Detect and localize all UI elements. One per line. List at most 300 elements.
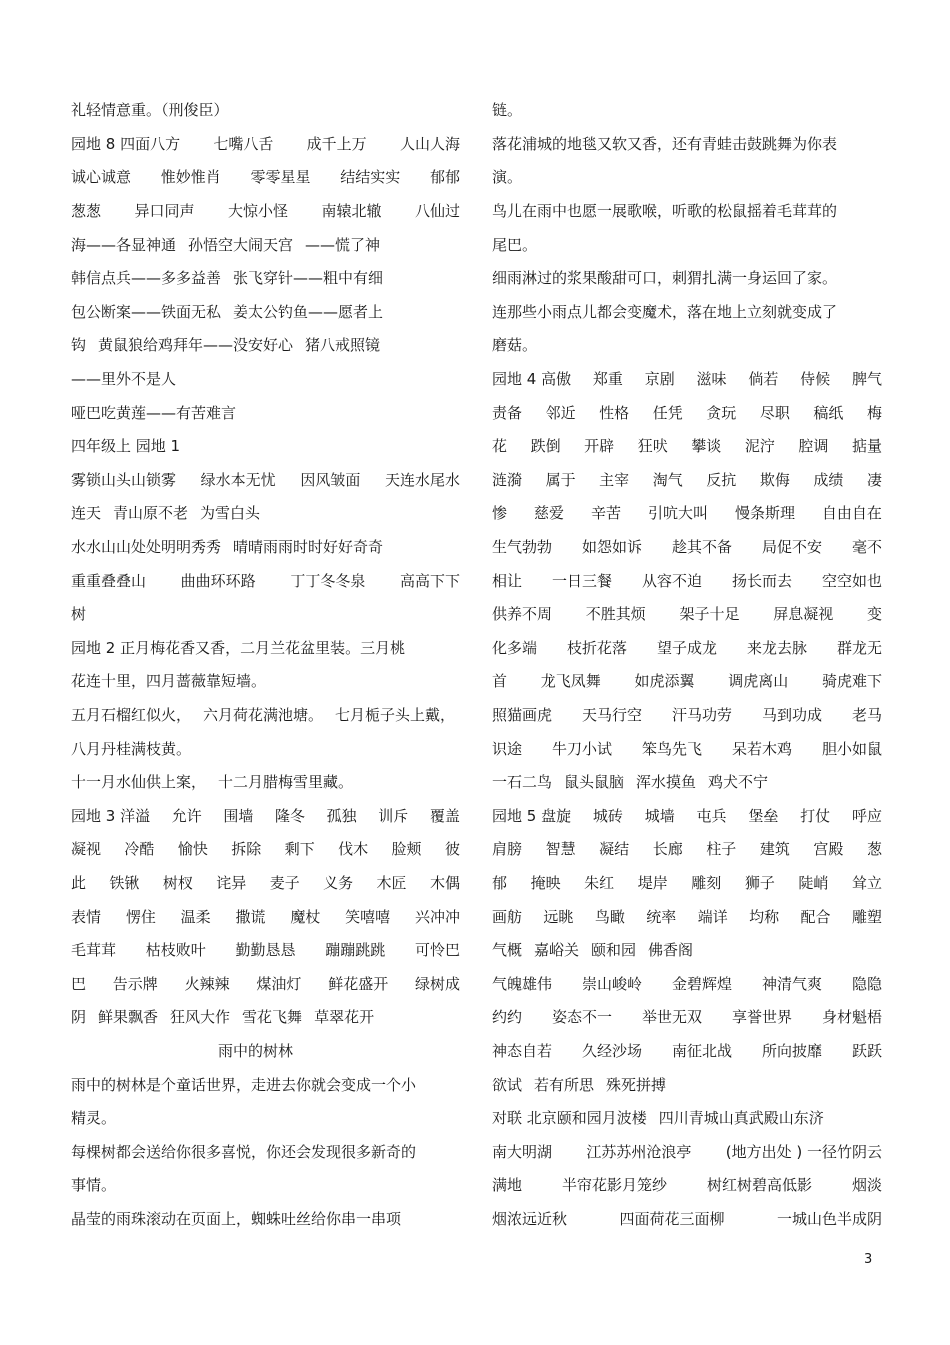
text-line [492,496,882,530]
text-token: 葱 [866,840,882,859]
text-token: 孙悟空大闹天宫 [188,235,294,254]
text-token: 老马 [851,705,882,724]
text-token: 尾巴。 [492,235,538,254]
text-token: 细雨淋过的浆果酸甜可口，刺猬扎满一身运回了家。 [492,269,838,288]
text-token: 骑虎难下 [821,672,882,691]
text-token: 屯兵 [696,806,727,825]
text-token: 绿树成 [414,974,460,993]
text-line [71,664,460,698]
text-line [71,966,460,1000]
text-token: 丁丁冬冬泉 [290,571,366,590]
text-token: 笑嘻嘻 [345,907,391,926]
text-token: 气魄雄伟 [492,974,553,993]
text-token: 胆小如鼠 [821,739,882,758]
text-token: 变 [866,605,882,624]
text-token: 诚心诚意 [71,168,132,187]
text-token: 稿纸 [813,403,844,422]
text-token: 倘若 [748,370,779,389]
text-token: 孤独 [326,806,357,825]
text-token: 鼠头鼠脑 [564,773,625,792]
text-token: 园地 2 正月梅花香又香，二月兰花盆里装。三月桃 [71,638,406,657]
text-token: 七月栀子头上戴， [335,705,456,724]
text-line [492,1101,882,1135]
text-token: 不胜其烦 [585,605,646,624]
text-token: 花连十里，四月蔷薇靠短墙。 [71,672,267,691]
text-token: 城砖 [592,806,623,825]
text-line [71,295,460,329]
text-token: 愉快 [177,840,208,859]
text-token: 贪玩 [706,403,737,422]
text-line [71,1101,460,1135]
text-token: 城墙 [644,806,675,825]
text-token: 引吭大叫 [647,504,708,523]
text-token: 堤岸 [637,873,668,892]
text-token: 冷酷 [124,840,155,859]
text-token: ——慌了神 [305,235,381,254]
text-token: 四年级上 园地 1 [71,437,181,456]
text-token: 曲曲环环路 [180,571,256,590]
text-token: 高高下下 [399,571,460,590]
text-token: 空空如也 [821,571,882,590]
text-token: 郁 [492,873,508,892]
text-token: 煤油灯 [256,974,302,993]
text-token: 覆盖 [429,806,460,825]
text-token: 鲜花盛开 [328,974,389,993]
text-token: 韩信点兵——多多益善 [71,269,222,288]
text-line [492,1034,882,1068]
text-token: 铁锹 [109,873,140,892]
text-token: 辛苦 [590,504,621,523]
text-token: 局促不安 [761,538,822,557]
text-token: 花 [492,437,508,456]
text-token: 狮子 [744,873,775,892]
text-token: 统率 [646,907,677,926]
text-token: ——里外不是人 [71,370,177,389]
text-token: 识途 [492,739,523,758]
text-line [492,227,882,261]
text-line [492,261,882,295]
text-token: 惨 [492,504,508,523]
text-token: 葱葱 [71,202,102,221]
text-line [492,631,882,665]
text-token: 园地 3 洋溢 [71,806,151,825]
text-token: 雕塑 [851,907,882,926]
text-token: 表情 [71,907,102,926]
text-line [71,698,460,732]
text-token: 精灵。 [71,1109,117,1128]
text-token: 鸡犬不宁 [708,773,769,792]
text-line [492,530,882,564]
text-token: 掂量 [851,437,882,456]
text-token: 烟淡 [851,1176,882,1195]
text-token: 拆除 [231,840,262,859]
text-token: 鲜果飘香 [98,1008,159,1027]
text-token: 水水山山处处明明秀秀 [71,538,222,557]
text-token: 雪花飞舞 [242,1008,303,1027]
text-token: 此 [71,873,87,892]
text-token: 告示牌 [112,974,158,993]
text-token: 殊死拼搏 [606,1075,667,1094]
text-token: 义务 [323,873,354,892]
text-token: 南征北战 [671,1041,732,1060]
text-token: 呼应 [851,806,882,825]
text-token: 主宰 [599,470,630,489]
text-token: 枯枝败叶 [145,941,206,960]
text-token: 园地 5 盘旋 [492,806,572,825]
text-token: 久经沙场 [581,1041,642,1060]
section-heading [71,1034,460,1068]
text-token: 黄鼠狼给鸡拜年——没安好心 [98,336,294,355]
text-token: 嘉峪关 [534,941,580,960]
text-token: 化多端 [492,638,538,657]
text-line [492,1067,882,1101]
text-line [71,798,460,832]
text-token: 浑水摸鱼 [636,773,697,792]
text-line [492,731,882,765]
text-token: 磨菇。 [492,336,538,355]
text-token: 均称 [749,907,780,926]
text-token: 陡峭 [798,873,829,892]
text-token: 允许 [171,806,202,825]
text-line [492,765,882,799]
text-token: 朱红 [584,873,615,892]
text-token: 异口同声 [134,202,195,221]
text-token: 端详 [697,907,728,926]
text-token: 汗马功劳 [671,705,732,724]
text-line [71,933,460,967]
text-token: 邻近 [545,403,576,422]
text-line [492,597,882,631]
text-token: 鸟儿在雨中也愿一展歌喉，听歌的松鼠摇着毛茸茸的 [492,202,838,221]
text-line [71,631,460,665]
text-token: 慈爱 [533,504,564,523]
text-line [71,597,460,631]
text-token: 性格 [599,403,630,422]
text-line [492,966,882,1000]
text-token: 撒谎 [235,907,266,926]
text-token: 呆若木鸡 [731,739,792,758]
text-token: 金碧辉煌 [671,974,732,993]
text-token: 五月石榴红似火， [71,705,192,724]
text-token: 猪八戒照镜 [305,336,381,355]
text-token: 天马行空 [581,705,642,724]
text-token: 大惊小怪 [227,202,288,221]
text-token: 满地 [492,1176,523,1195]
text-token: 枝折花落 [566,638,627,657]
text-token: 事情。 [71,1176,117,1195]
text-token: 半帘花影月笼纱 [561,1176,667,1195]
right-column [492,93,882,1235]
text-token: 树红树碧高低影 [706,1176,812,1195]
text-token: 脸颊 [391,840,422,859]
text-token: 佛香阁 [648,941,694,960]
text-token: 诧异 [216,873,247,892]
text-token: 欺侮 [759,470,790,489]
text-token: 南辕北辙 [321,202,382,221]
text-token: 举世无双 [641,1008,702,1027]
text-line [71,227,460,261]
text-line [492,1202,882,1236]
text-token: 姜太公钓鱼——愿者上 [233,302,384,321]
text-token: 颐和园 [591,941,637,960]
text-line [492,664,882,698]
left-column [71,93,460,1235]
text-token: 堡垒 [748,806,779,825]
text-line [71,1000,460,1034]
text-token: 属于 [545,470,576,489]
text-token: 毛茸茸 [71,941,117,960]
text-token: 所向披靡 [761,1041,822,1060]
text-token: 智慧 [545,840,576,859]
text-token: 若有所思 [534,1075,595,1094]
text-token: 对联 北京颐和园月波楼 [492,1109,647,1128]
text-token: 趁其不备 [671,538,732,557]
text-token: 惟妙惟肖 [160,168,221,187]
text-token: 开辟 [584,437,615,456]
text-line [492,899,882,933]
text-token: 京剧 [644,370,675,389]
text-token: 望子成龙 [656,638,717,657]
text-token: 零零星星 [250,168,311,187]
text-line [71,362,460,396]
text-token: 如怨如诉 [581,538,642,557]
text-token: 郑重 [592,370,623,389]
text-token: 身材魁梧 [821,1008,882,1027]
text-token: 生气勃勃 [492,538,553,557]
text-token: 木匠 [376,873,407,892]
text-token: 彼 [444,840,460,859]
text-line [492,194,882,228]
text-token: 伐木 [338,840,369,859]
text-token: 凄 [866,470,882,489]
text-token: 照猫画虎 [492,705,553,724]
text-token: 礼轻情意重。（刑俊臣） [71,101,229,120]
text-token: 一日三餐 [551,571,612,590]
text-token: 温柔 [180,907,211,926]
text-token: 每棵树都会送给你很多喜悦，你还会发现很多新奇的 [71,1142,417,1161]
text-line [492,463,882,497]
text-token: 四川青城山真武殿山东济 [658,1109,824,1128]
text-token: 跌倒 [530,437,561,456]
text-token: 神清气爽 [761,974,822,993]
text-line [492,1168,882,1202]
text-token: 因风皱面 [300,470,361,489]
text-token: 跃跃 [851,1041,882,1060]
text-line [71,1202,460,1236]
text-token: 晴晴雨雨时时好好奇奇 [233,538,384,557]
text-token: 愣住 [125,907,156,926]
text-token: 耸立 [851,873,882,892]
text-token: 龙飞凤舞 [540,672,601,691]
text-line [71,866,460,900]
text-token: 笨鸟先飞 [641,739,702,758]
text-token: 连天 [71,504,102,523]
text-line [492,798,882,832]
text-line [492,93,882,127]
text-token: 侍候 [800,370,831,389]
text-token: 包公断案——铁面无私 [71,302,222,321]
text-line [492,395,882,429]
text-token: 滋味 [696,370,727,389]
text-token: 郁郁 [429,168,460,187]
text-token: 钩 [71,336,87,355]
text-line [71,832,460,866]
text-token: 链。 [492,101,523,120]
text-token: 毫不 [851,538,882,557]
text-token: 麦子 [269,873,300,892]
text-token: 涟漪 [492,470,523,489]
text-token: 天连水尾水 [384,470,460,489]
text-token: 剩下 [284,840,315,859]
text-token: 远眺 [543,907,574,926]
text-token: 自由自在 [821,504,882,523]
text-token: 一石二鸟 [492,773,553,792]
text-token: 欲试 [492,1075,523,1094]
text-line [71,93,460,127]
text-token: 相让 [492,571,523,590]
text-token: 气概 [492,941,523,960]
text-token: 园地 8 四面八方 [71,134,181,153]
text-line [71,395,460,429]
text-token: 神态自若 [492,1041,553,1060]
text-token: 海——各显神通 [71,235,177,254]
text-token: 十二月腊梅雪里藏。 [218,773,354,792]
text-token: 脾气 [851,370,882,389]
text-token: 腔调 [798,437,829,456]
text-line [71,1134,460,1168]
text-token: 火辣辣 [184,974,230,993]
text-line [492,1134,882,1168]
text-token: 训斥 [378,806,409,825]
text-token: 尽职 [759,403,790,422]
text-token: 狂吠 [637,437,668,456]
text-token: 攀谈 [691,437,722,456]
text-token: 连那些小雨点儿都会变魔术，落在地上立刻就变成了 [492,302,838,321]
text-token: 雨中的树林是个童话世界，走进去你就会变成一个小 [71,1075,417,1094]
text-token: 肩膀 [492,840,523,859]
text-token: 从容不迫 [641,571,702,590]
text-token: 草翠花开 [314,1008,375,1027]
text-token: 晶莹的雨珠滚动在页面上，蜘蛛吐丝给你串一串项 [71,1209,402,1228]
text-token: 掩映 [530,873,561,892]
text-token: 木偶 [429,873,460,892]
text-token: 屏息凝视 [773,605,834,624]
text-line [71,563,460,597]
text-token: 人山人海 [399,134,460,153]
text-line [492,866,882,900]
text-line [71,496,460,530]
text-token: 享誉世界 [731,1008,792,1027]
text-token: 凝结 [599,840,630,859]
text-token: 树杈 [162,873,193,892]
text-token: 兴冲冲 [414,907,460,926]
text-token: 凝视 [71,840,102,859]
text-token: 绿水本无忧 [200,470,276,489]
text-token: 慢条斯理 [734,504,795,523]
text-token: 为雪白头 [200,504,261,523]
text-token: 淘气 [652,470,683,489]
text-token: 巴 [71,974,87,993]
text-token: 树 [71,605,87,624]
text-line [71,765,460,799]
text-line [71,463,460,497]
text-token: 园地 4 高傲 [492,370,572,389]
text-line [71,530,460,564]
text-token: 如虎添翼 [634,672,695,691]
text-line [492,1000,882,1034]
text-line [71,127,460,161]
text-token: 六月荷花满池塘。 [203,705,324,724]
text-token: 可怜巴 [414,941,460,960]
text-token: 崇山峻岭 [581,974,642,993]
text-token: 建筑 [759,840,790,859]
text-line [71,194,460,228]
text-token: 柱子 [706,840,737,859]
text-token: 责备 [492,403,523,422]
text-token: 十一月水仙供上案， [71,773,207,792]
text-token: 八月丹桂满枝黄。 [71,739,192,758]
text-token: 群龙无 [836,638,882,657]
text-line [71,261,460,295]
text-token: 供养不周 [492,605,553,624]
text-token: 雕刻 [691,873,722,892]
text-token: 马到功成 [761,705,822,724]
text-token: 成绩 [813,470,844,489]
text-line [492,933,882,967]
text-line [492,429,882,463]
text-token: 四面荷花三面柳 [619,1209,725,1228]
text-token: 成千上万 [306,134,367,153]
text-line [492,328,882,362]
text-token: 狂风大作 [170,1008,231,1027]
text-token: 七嘴八舌 [213,134,274,153]
text-token: 青山原不老 [113,504,189,523]
page-number: 3 [864,1252,873,1267]
text-line [492,832,882,866]
text-line [71,429,460,463]
text-token: 泥泞 [744,437,775,456]
text-token: 约约 [492,1008,523,1027]
text-token: 姿态不一 [551,1008,612,1027]
text-token: 一城山色半成阴 [776,1209,882,1228]
text-token: 围墙 [223,806,254,825]
text-token: 八仙过 [414,202,460,221]
text-line [71,899,460,933]
text-token: 首 [492,672,508,691]
text-line [71,1067,460,1101]
text-token: 雾锁山头山锁雾 [71,470,177,489]
text-token: (地方出处 ) 一径竹阴云 [725,1142,882,1161]
text-token: 长廊 [652,840,683,859]
text-token: 落花浦城的地毯又软又香，还有青蛙击鼓跳舞为你表 [492,134,838,153]
text-token: 蹦蹦跳跳 [325,941,386,960]
text-token: 演。 [492,168,523,187]
text-line [71,328,460,362]
text-line [492,127,882,161]
text-token: 雨中的树林 [217,1041,293,1060]
text-token: 调虎离山 [728,672,789,691]
text-token: 扬长而去 [731,571,792,590]
text-line [492,295,882,329]
text-line [492,563,882,597]
text-token: 架子十足 [679,605,740,624]
text-token: 南大明湖 [492,1142,553,1161]
text-token: 画舫 [492,907,523,926]
text-token: 鸟瞰 [594,907,625,926]
text-token: 哑巴吃黄莲——有苦难言 [71,403,237,422]
text-token: 配合 [800,907,831,926]
text-token: 江苏苏州沧浪亭 [586,1142,692,1161]
